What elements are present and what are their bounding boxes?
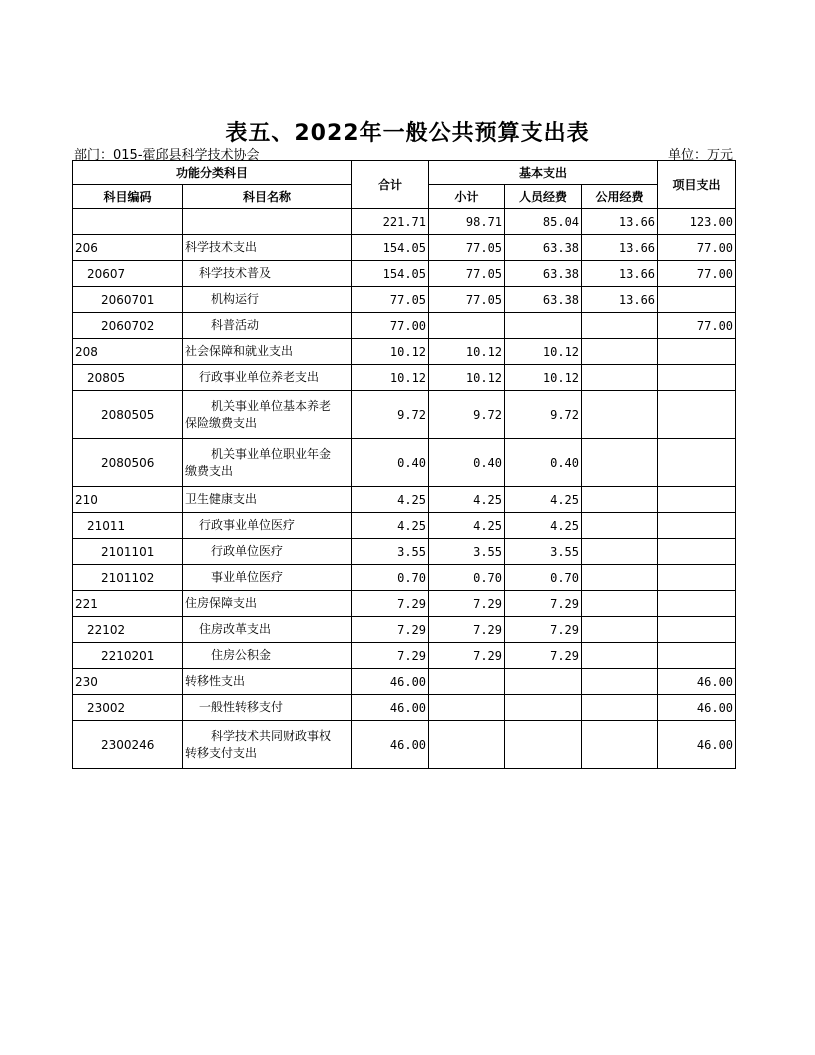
table-row [73, 565, 736, 591]
subject-code-cell: 2060701 [73, 287, 183, 313]
public-cell [582, 439, 658, 487]
table-row [73, 391, 736, 439]
subtotal-cell: 3.55 [429, 539, 505, 565]
subtotal-cell: 4.25 [429, 487, 505, 513]
subject-code-cell: 2101101 [73, 539, 183, 565]
project-cell: 46.00 [658, 721, 736, 769]
subject-name-cell: 机构运行 [183, 287, 352, 313]
public-cell [582, 487, 658, 513]
public-cell [582, 591, 658, 617]
subtotal-cell: 7.29 [429, 591, 505, 617]
personnel-cell: 3.55 [505, 539, 582, 565]
total-cell: 154.05 [352, 235, 429, 261]
subject-name-cell: 社会保障和就业支出 [183, 339, 352, 365]
table-row [73, 339, 736, 365]
subtotal-cell [429, 669, 505, 695]
table-body [73, 209, 736, 769]
project-cell: 46.00 [658, 669, 736, 695]
table-row [73, 487, 736, 513]
project-cell: 46.00 [658, 695, 736, 721]
subtotal-cell: 77.05 [429, 287, 505, 313]
project-cell [658, 287, 736, 313]
public-cell: 13.66 [582, 209, 658, 235]
total-cell: 0.70 [352, 565, 429, 591]
unit-label: 单位：万元 [667, 148, 733, 163]
personnel-cell [505, 695, 582, 721]
subject-name-cell: 科普活动 [183, 313, 352, 339]
project-cell [658, 617, 736, 643]
subject-name-line-2: 转移支付支出 [185, 745, 258, 760]
subject-name-line-2: 缴费支出 [185, 463, 234, 478]
subject-name-cell: 卫生健康支出 [183, 487, 352, 513]
header-public: 公用经费 [582, 185, 658, 209]
project-cell: 77.00 [658, 235, 736, 261]
subtotal-cell: 7.29 [429, 643, 505, 669]
personnel-cell: 63.38 [505, 235, 582, 261]
total-cell: 4.25 [352, 513, 429, 539]
public-cell: 13.66 [582, 287, 658, 313]
page-title: 表五、2022年一般公共预算支出表 [225, 121, 590, 146]
subject-code-cell: 230 [73, 669, 183, 695]
table-row [73, 591, 736, 617]
subtotal-cell [429, 695, 505, 721]
project-cell [658, 487, 736, 513]
subject-name-line-1: 机关事业单位基本养老 [211, 398, 332, 413]
subtotal-cell: 0.40 [429, 439, 505, 487]
personnel-cell: 10.12 [505, 365, 582, 391]
subject-code-cell: 2210201 [73, 643, 183, 669]
subject-code-cell: 2080505 [73, 391, 183, 439]
personnel-cell [505, 721, 582, 769]
subject-code-cell: 23002 [73, 695, 183, 721]
header-personnel: 人员经费 [505, 185, 582, 209]
subject-code-cell [73, 209, 183, 235]
project-cell: 77.00 [658, 261, 736, 287]
budget-table [72, 160, 736, 769]
total-cell: 4.25 [352, 487, 429, 513]
subject-name-cell: 住房改革支出 [183, 617, 352, 643]
subtotal-cell: 77.05 [429, 235, 505, 261]
subject-code-cell: 206 [73, 235, 183, 261]
subject-name-cell: 住房保障支出 [183, 591, 352, 617]
header-functional-classification: 功能分类科目 [73, 161, 352, 185]
header-total: 合计 [352, 161, 429, 209]
total-cell: 77.05 [352, 287, 429, 313]
personnel-cell: 4.25 [505, 487, 582, 513]
subtotal-cell: 77.05 [429, 261, 505, 287]
subtotal-cell: 9.72 [429, 391, 505, 439]
personnel-cell: 4.25 [505, 513, 582, 539]
total-cell: 46.00 [352, 721, 429, 769]
subtotal-cell: 10.12 [429, 365, 505, 391]
personnel-cell: 9.72 [505, 391, 582, 439]
table-row [73, 669, 736, 695]
project-cell [658, 391, 736, 439]
header-project-expenditure: 项目支出 [658, 161, 736, 209]
personnel-cell: 0.70 [505, 565, 582, 591]
subject-name-cell: 行政事业单位养老支出 [183, 365, 352, 391]
total-cell: 221.71 [352, 209, 429, 235]
subject-name-cell: 住房公积金 [183, 643, 352, 669]
subject-name-cell: 转移性支出 [183, 669, 352, 695]
table-row [73, 235, 736, 261]
table-row [73, 721, 736, 769]
subtotal-cell: 10.12 [429, 339, 505, 365]
personnel-cell: 0.40 [505, 439, 582, 487]
table-row [73, 617, 736, 643]
subject-name-line-2: 保险缴费支出 [185, 415, 258, 430]
subject-name-cell [183, 209, 352, 235]
public-cell: 13.66 [582, 261, 658, 287]
personnel-cell: 7.29 [505, 617, 582, 643]
subject-name-line-1: 机关事业单位职业年金 [211, 446, 332, 461]
project-cell [658, 591, 736, 617]
total-cell: 0.40 [352, 439, 429, 487]
table-row [73, 439, 736, 487]
total-cell: 154.05 [352, 261, 429, 287]
project-cell [658, 365, 736, 391]
department-label: 部门：015-霍邱县科学技术协会 [74, 148, 260, 163]
subject-name-cell: 行政单位医疗 [183, 539, 352, 565]
total-cell: 77.00 [352, 313, 429, 339]
public-cell [582, 617, 658, 643]
table-row [73, 365, 736, 391]
subject-code-cell: 2300246 [73, 721, 183, 769]
subtotal-cell [429, 721, 505, 769]
public-cell [582, 313, 658, 339]
subject-code-cell: 2101102 [73, 565, 183, 591]
table-row [73, 513, 736, 539]
project-cell: 77.00 [658, 313, 736, 339]
table-row [73, 539, 736, 565]
header-subject-code: 科目编码 [73, 185, 183, 209]
personnel-cell: 7.29 [505, 643, 582, 669]
total-cell: 10.12 [352, 365, 429, 391]
subject-name-cell: 一般性转移支付 [183, 695, 352, 721]
public-cell [582, 721, 658, 769]
subject-name-cell [183, 721, 352, 769]
subject-code-cell: 2060702 [73, 313, 183, 339]
subtotal-cell: 0.70 [429, 565, 505, 591]
subject-code-cell: 20607 [73, 261, 183, 287]
subtotal-cell: 7.29 [429, 617, 505, 643]
subject-code-cell: 2080506 [73, 439, 183, 487]
personnel-cell: 85.04 [505, 209, 582, 235]
subject-code-cell: 208 [73, 339, 183, 365]
personnel-cell: 63.38 [505, 261, 582, 287]
project-cell [658, 643, 736, 669]
public-cell [582, 391, 658, 439]
header-basic-expenditure: 基本支出 [429, 161, 658, 185]
header-subject-name: 科目名称 [183, 185, 352, 209]
personnel-cell: 63.38 [505, 287, 582, 313]
project-cell [658, 339, 736, 365]
public-cell [582, 695, 658, 721]
public-cell [582, 565, 658, 591]
personnel-cell: 10.12 [505, 339, 582, 365]
personnel-cell: 7.29 [505, 591, 582, 617]
subtotal-cell: 4.25 [429, 513, 505, 539]
total-cell: 3.55 [352, 539, 429, 565]
public-cell: 13.66 [582, 235, 658, 261]
public-cell [582, 539, 658, 565]
subject-name-line-1: 科学技术共同财政事权 [211, 728, 332, 743]
subject-name-cell: 科学技术支出 [183, 235, 352, 261]
table-row [73, 313, 736, 339]
total-cell: 7.29 [352, 591, 429, 617]
header-subtotal: 小计 [429, 185, 505, 209]
subject-name-cell: 行政事业单位医疗 [183, 513, 352, 539]
table-row [73, 209, 736, 235]
total-cell: 46.00 [352, 695, 429, 721]
public-cell [582, 643, 658, 669]
table-row [73, 261, 736, 287]
subject-code-cell: 221 [73, 591, 183, 617]
project-cell [658, 539, 736, 565]
subject-name-cell [183, 391, 352, 439]
table-row [73, 695, 736, 721]
public-cell [582, 669, 658, 695]
total-cell: 7.29 [352, 617, 429, 643]
project-cell: 123.00 [658, 209, 736, 235]
project-cell [658, 513, 736, 539]
personnel-cell [505, 313, 582, 339]
public-cell [582, 513, 658, 539]
subject-name-cell: 事业单位医疗 [183, 565, 352, 591]
subtotal-cell: 98.71 [429, 209, 505, 235]
subtotal-cell [429, 313, 505, 339]
subject-code-cell: 21011 [73, 513, 183, 539]
subject-name-cell [183, 439, 352, 487]
project-cell [658, 565, 736, 591]
subject-code-cell: 210 [73, 487, 183, 513]
project-cell [658, 439, 736, 487]
subject-code-cell: 20805 [73, 365, 183, 391]
table-row [73, 643, 736, 669]
public-cell [582, 339, 658, 365]
total-cell: 7.29 [352, 643, 429, 669]
subject-code-cell: 22102 [73, 617, 183, 643]
table-row [73, 287, 736, 313]
personnel-cell [505, 669, 582, 695]
total-cell: 46.00 [352, 669, 429, 695]
total-cell: 9.72 [352, 391, 429, 439]
public-cell [582, 365, 658, 391]
total-cell: 10.12 [352, 339, 429, 365]
subject-name-cell: 科学技术普及 [183, 261, 352, 287]
